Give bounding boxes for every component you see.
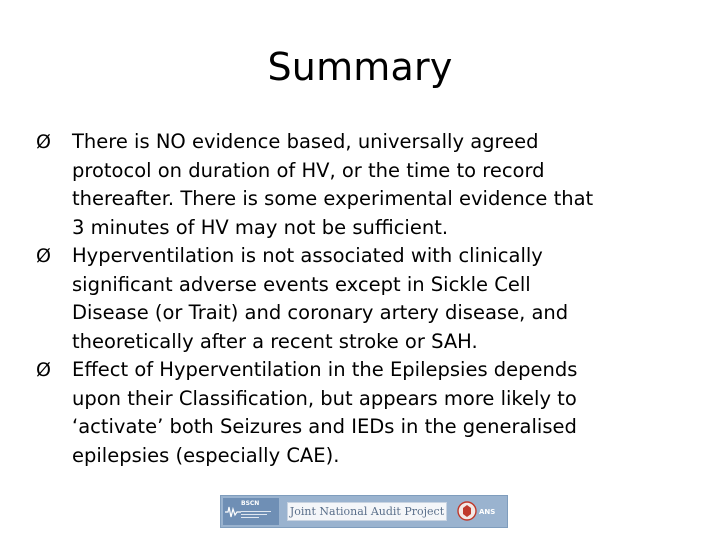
bullet-line: thereafter. There is some experimental evidence that	[72, 187, 594, 210]
ans-logo	[457, 499, 505, 524]
bscn-logo-subtext-graphic	[241, 510, 275, 520]
bullet-line: theoretically after a recent stroke or SAH.	[72, 329, 478, 353]
bscn-logo-label: BSCN	[241, 500, 260, 507]
bscn-logo	[223, 498, 279, 525]
bullet-line: ‘activate’ both Seizures and IEDs in the generalised	[72, 415, 577, 438]
eeg-wave-icon	[225, 504, 241, 520]
bullet-line: Disease (or Trait) and coronary artery disease, and	[72, 301, 569, 324]
slide-title: Summary	[267, 45, 453, 89]
bullet-line: epilepsies (especially CAE).	[72, 443, 340, 467]
arrow-bullet-icon: Ø	[36, 245, 51, 267]
bullet-line: upon their Classification, but appears more likely to	[72, 386, 577, 410]
arrow-bullet-icon: Ø	[36, 131, 51, 153]
bullet-line: Hyperventilation is not associated with clinically	[72, 244, 543, 267]
bullet-item	[36, 356, 686, 470]
bullet-line: Effect of Hyperventilation in the Epilepsies depends	[72, 358, 578, 381]
bullet-list	[36, 128, 686, 470]
arrow-bullet-icon: Ø	[36, 359, 51, 381]
bullet-item	[36, 128, 686, 242]
bullet-line: significant adverse events except in Sickle Cell	[72, 272, 531, 296]
bullet-item	[36, 242, 686, 356]
audit-project-label: Joint National Audit Project	[287, 502, 447, 521]
footer-logo-banner	[220, 495, 508, 528]
ans-logo-label: ANS	[479, 508, 496, 516]
bullet-line: 3 minutes of HV may not be sufficient.	[72, 215, 449, 239]
bullet-line: protocol on duration of HV, or the time to record	[72, 158, 545, 182]
bullet-line: There is NO evidence based, universally agreed	[72, 130, 539, 153]
ans-seal-icon	[457, 500, 477, 522]
